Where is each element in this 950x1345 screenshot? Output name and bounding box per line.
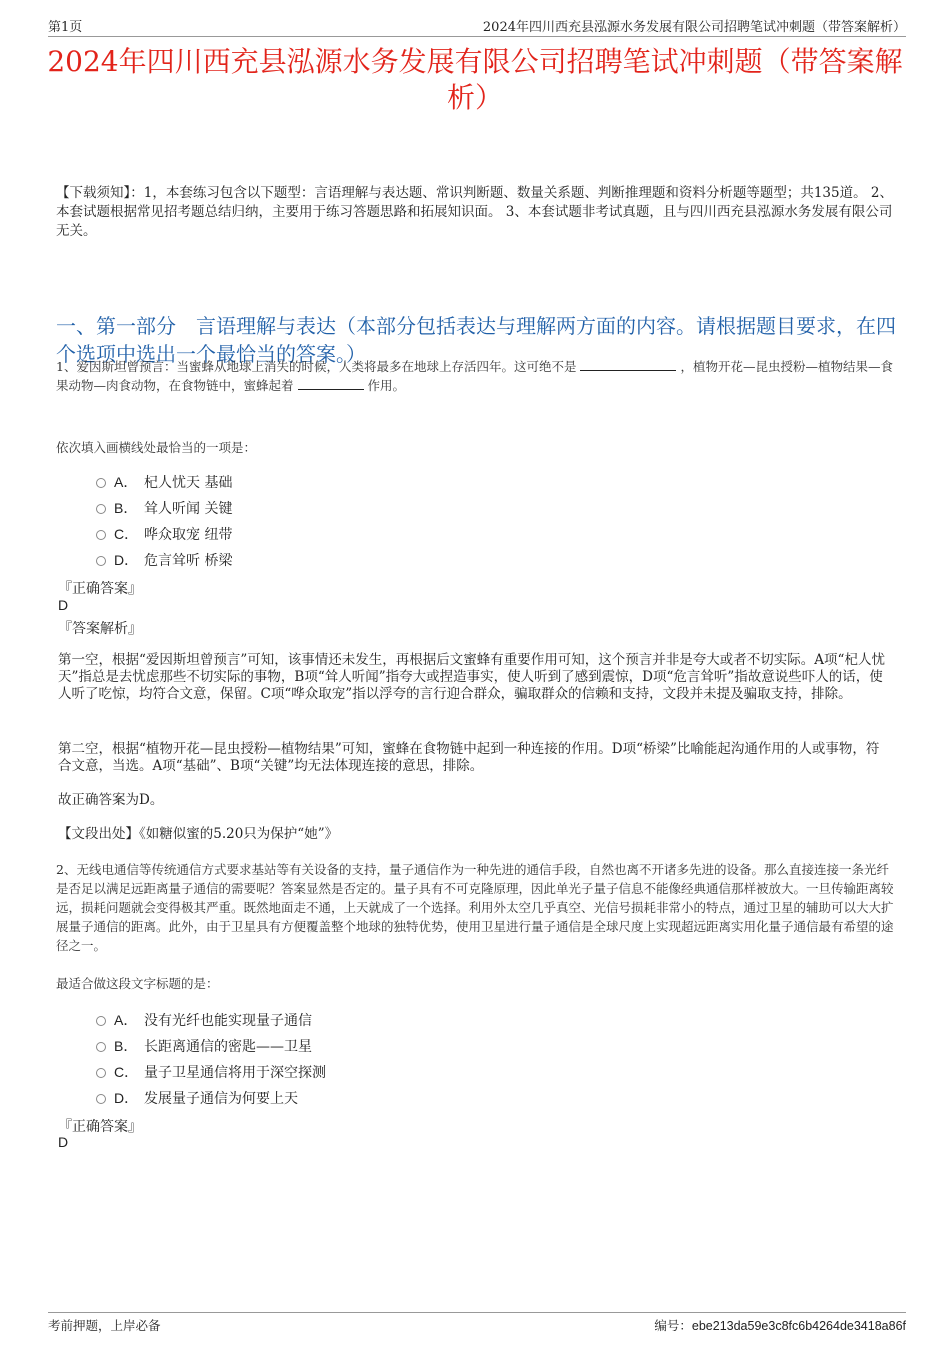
option-a[interactable]: A． 没有光纤也能实现量子通信 [96, 1010, 496, 1030]
option-b[interactable]: B． 长距离通信的密匙——卫星 [96, 1036, 496, 1056]
radio-button-icon[interactable] [96, 556, 106, 566]
option-d[interactable]: D． 发展量子通信为何要上天 [96, 1088, 496, 1108]
page-number: 第1页 [48, 20, 83, 35]
fill-blank-1[interactable] [580, 358, 676, 371]
download-notice: 【下载须知】：1，本套练习包含以下题型：言语理解与表达题、常识判断题、数量关系题、判断推理题和资料分析题等题型；共135道。 2、本套试题根据常见招考题总结归纳，主要用于练习答题思路和拓展知识面。 3、本套试题非考试真题，且与四川西充县泓源水务发展有限公司无关。 [56, 185, 893, 239]
question-1-prompt: 依次填入画横线处最恰当的一项是： [56, 440, 257, 455]
document-title: 2024年四川西充县泓源水务发展有限公司招聘笔试冲刺题（带答案解析） [47, 45, 903, 114]
radio-button-icon[interactable] [96, 1094, 106, 1104]
analysis-conclusion: 故正确答案为D。 [58, 792, 164, 808]
radio-button-icon[interactable] [96, 530, 106, 540]
analysis-label: 『答案解析』 [58, 621, 142, 637]
radio-button-icon[interactable] [96, 478, 106, 488]
radio-button-icon[interactable] [96, 1016, 106, 1026]
question-2-prompt: 最适合做这段文字标题的是： [56, 976, 219, 991]
question-1-stem: 1、爱因斯坦曾预言：当蜜蜂从地球上消失的时候，人类将最多在地球上存活四年。这可绝不是 ，植物开花—昆虫授粉—植物结果—食果动物—肉食动物，在食物链中，蜜蜂起着 作用。 [56, 359, 893, 393]
page-footer [48, 1312, 906, 1333]
page-header [48, 14, 906, 37]
document-code: 编号：ebe213da59e3c8fc6b4264de3418a86f [654, 1318, 906, 1333]
question-2-stem: 2、无线电通信等传统通信方式要求基站等有关设备的支持，量子通信作为一种先进的通信手段，自然也离不开诸多先进的设备。那么直接连接一条光纤是否足以满足远距离量子通信的需要呢？答案显然是否定的。量子具有不可克隆原理，因此单光子量子信息不能像经典通信那样被放大。一旦传输距离较远，损耗问题就会变得极其严重。既然地面走不通，上天就成了一个选择。利用外太空几乎真空、光信号损耗非常小的特点，通过卫星的辅助可以大大扩展量子通信的距离。此外，由于卫星具有方便覆盖整个地球的独特优势，使用卫星进行量子通信是全球尺度上实现超远距离实用化量子通信最有希望的途径之一。 [56, 862, 894, 953]
option-c[interactable]: C． 哗众取宠 纽带 [96, 524, 496, 544]
option-c[interactable]: C． 量子卫星通信将用于深空探测 [96, 1062, 496, 1082]
analysis-paragraph: 第一空，根据“爱因斯坦曾预言”可知，该事情还未发生，再根据后文蜜蜂有重要作用可知，这个预言并非是夸大或者不切实际。A项“杞人忧天”指总是去忧虑那些不切实际的事物，B项“耸人听闻”指夸大或捏造事实，使人听到了感到震惊，D项“危言耸听”指故意说些吓人的话，使人听了吃惊，均符合文意，保留。C项“哗众取宠”指以浮夸的言行迎合群众，骗取群众的信赖和支持，文段并未提及骗取支持，排除。 [58, 652, 885, 702]
radio-button-icon[interactable] [96, 504, 106, 514]
header-doc-title: 2024年四川西充县泓源水务发展有限公司招聘笔试冲刺题（带答案解析） [482, 20, 906, 35]
radio-button-icon[interactable] [96, 1068, 106, 1078]
correct-answer-label: 『正确答案』 [58, 1119, 142, 1135]
text-source: 【文段出处】《如糖似蜜的5.20只为保护“她”》 [58, 826, 339, 842]
section-heading: 一、第一部分 言语理解与表达（本部分包括表达与理解两方面的内容。请根据题目要求，在四个选项中选出一个最恰当的答案。） [56, 314, 896, 366]
fill-blank-2[interactable] [298, 377, 364, 390]
correct-answer: D [58, 1134, 69, 1150]
radio-button-icon[interactable] [96, 1042, 106, 1052]
option-b[interactable]: B． 耸人听闻 关键 [96, 498, 496, 518]
option-a[interactable]: A． 杞人忧天 基础 [96, 472, 496, 492]
option-d[interactable]: D． 危言耸听 桥梁 [96, 550, 496, 570]
correct-answer-label: 『正确答案』 [58, 581, 142, 597]
analysis-paragraph: 第二空，根据“植物开花—昆虫授粉—植物结果”可知，蜜蜂在食物链中起到一种连接的作用。D项“桥梁”比喻能起沟通作用的人或事物，符合文意，当选。A项“基础”、B项“关键”均无法体现连接的意思，排除。 [58, 741, 880, 774]
footer-slogan: 考前押题，上岸必备 [48, 1318, 161, 1333]
correct-answer: D [58, 597, 69, 613]
